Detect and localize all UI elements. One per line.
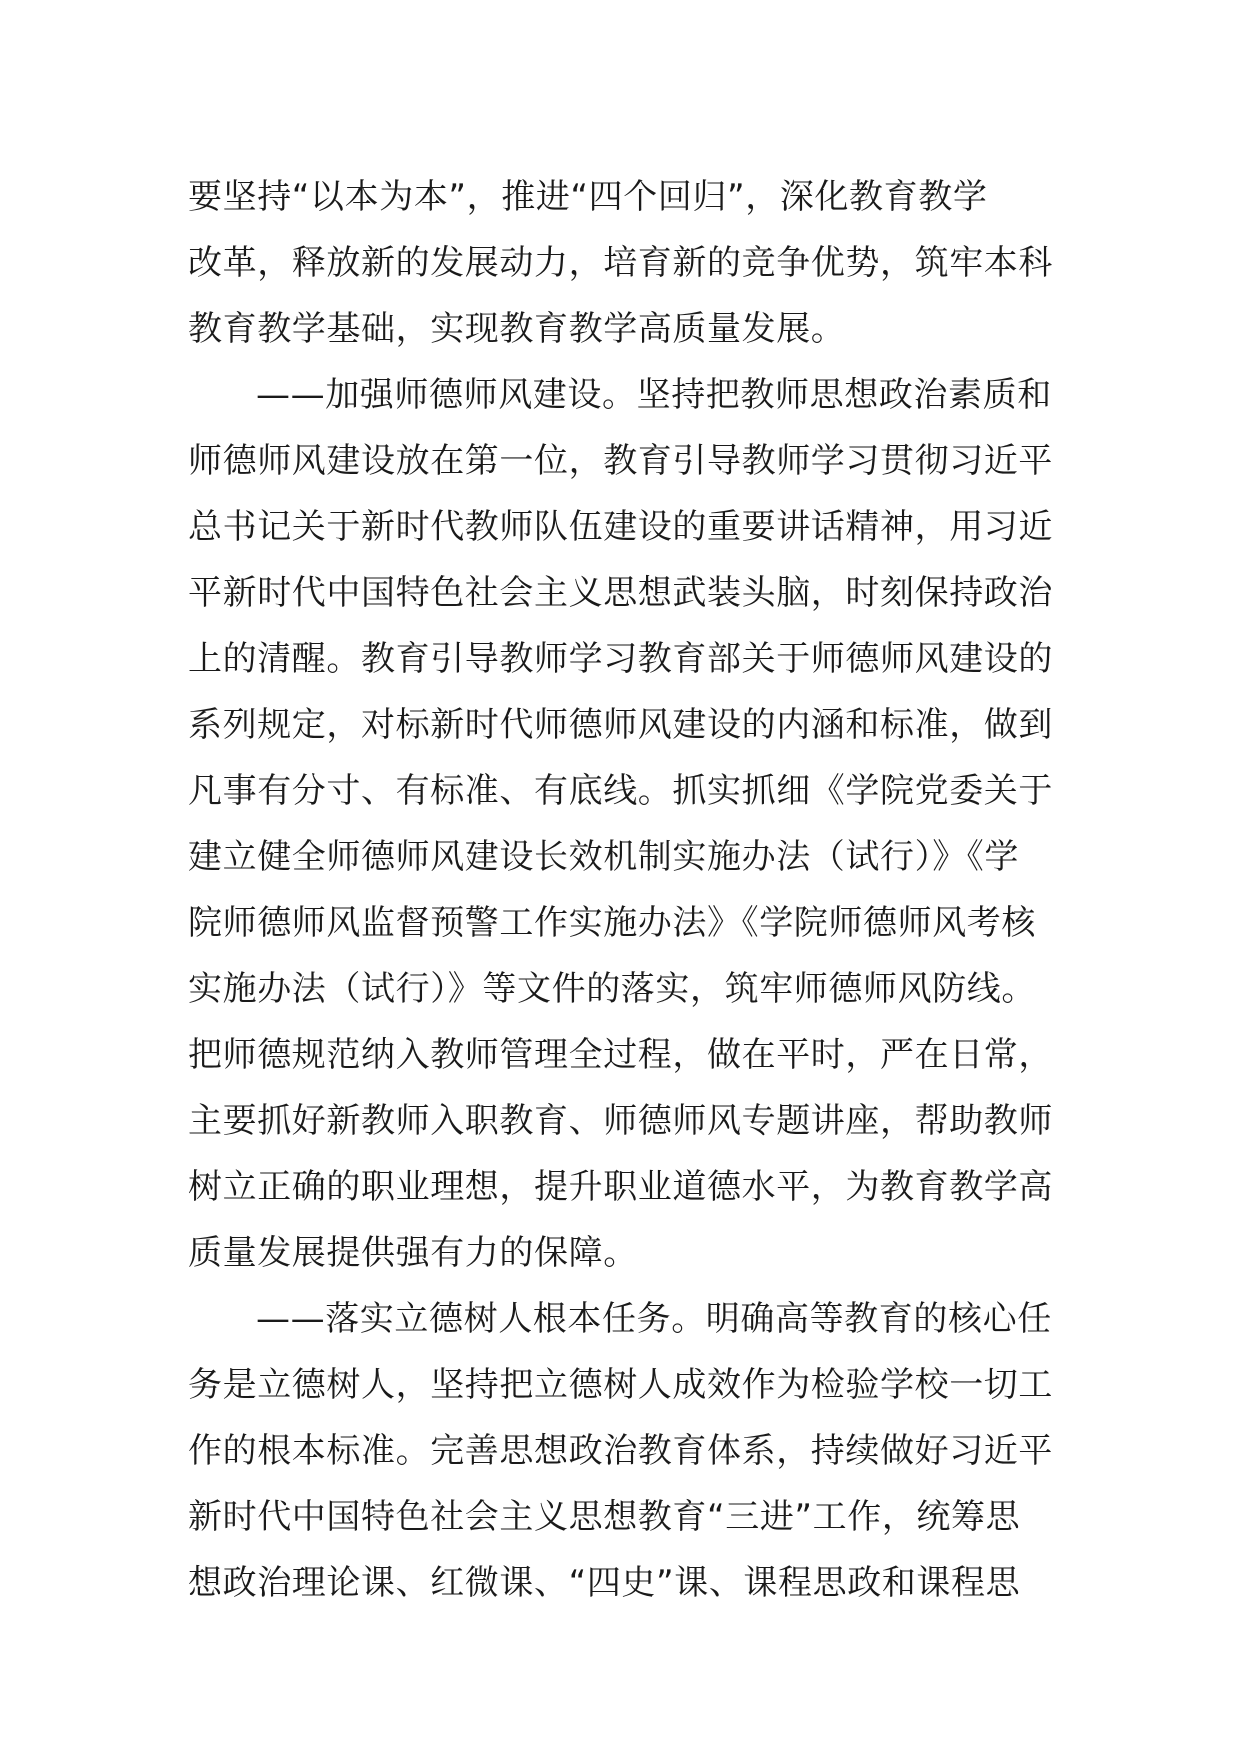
section-heading-line: ——落实立德树人根本任务。明确高等教育的核心任	[256, 1299, 1052, 1339]
section-heading-line: ——加强师德师风建设。坚持把教师思想政治素质和	[256, 375, 1052, 415]
text-line: 教育教学基础，实现教育教学高质量发展。	[188, 309, 846, 349]
text-line: 院师德师风监督预警工作实施办法》《学院师德师风考核	[188, 903, 1036, 943]
text-line: 平新时代中国特色社会主义思想武装头脑，时刻保持政治	[188, 573, 1053, 613]
text-line: 新时代中国特色社会主义思想教育“三进”工作，统筹思	[188, 1497, 1021, 1537]
text-line: 质量发展提供强有力的保障。	[188, 1233, 638, 1273]
text-line: 师德师风建设放在第一位，教育引导教师学习贯彻习近平	[188, 441, 1053, 481]
text-line: 上的清醒。教育引导教师学习教育部关于师德师风建设的	[188, 639, 1053, 679]
text-line: 总书记关于新时代教师队伍建设的重要讲话精神，用习近	[188, 507, 1053, 547]
text-line: 凡事有分寸、有标准、有底线。抓实抓细《学院党委关于	[188, 771, 1053, 811]
text-line: 改革，释放新的发展动力，培育新的竞争优势，筑牢本科	[188, 243, 1053, 283]
text-line: 作的根本标准。完善思想政治教育体系，持续做好习近平	[188, 1431, 1053, 1471]
text-line: 把师德规范纳入教师管理全过程，做在平时，严在日常，	[188, 1035, 1053, 1075]
text-line: 建立健全师德师风建设长效机制实施办法（试行）》《学	[188, 837, 1019, 877]
text-line: 系列规定，对标新时代师德师风建设的内涵和标准，做到	[188, 705, 1053, 745]
text-line: 要坚持“以本为本”，推进“四个回归”，深化教育教学	[188, 177, 988, 217]
text-line: 主要抓好新教师入职教育、师德师风专题讲座，帮助教师	[188, 1101, 1053, 1141]
text-line: 务是立德树人，坚持把立德树人成效作为检验学校一切工	[188, 1365, 1053, 1405]
text-line: 树立正确的职业理想，提升职业道德水平，为教育教学高	[188, 1167, 1053, 1207]
text-line: 想政治理论课、红微课、“四史”课、课程思政和课程思	[188, 1563, 1021, 1603]
text-line: 实施办法（试行）》等文件的落实，筑牢师德师风防线。	[188, 969, 1036, 1009]
body-text	[188, 164, 1058, 1616]
